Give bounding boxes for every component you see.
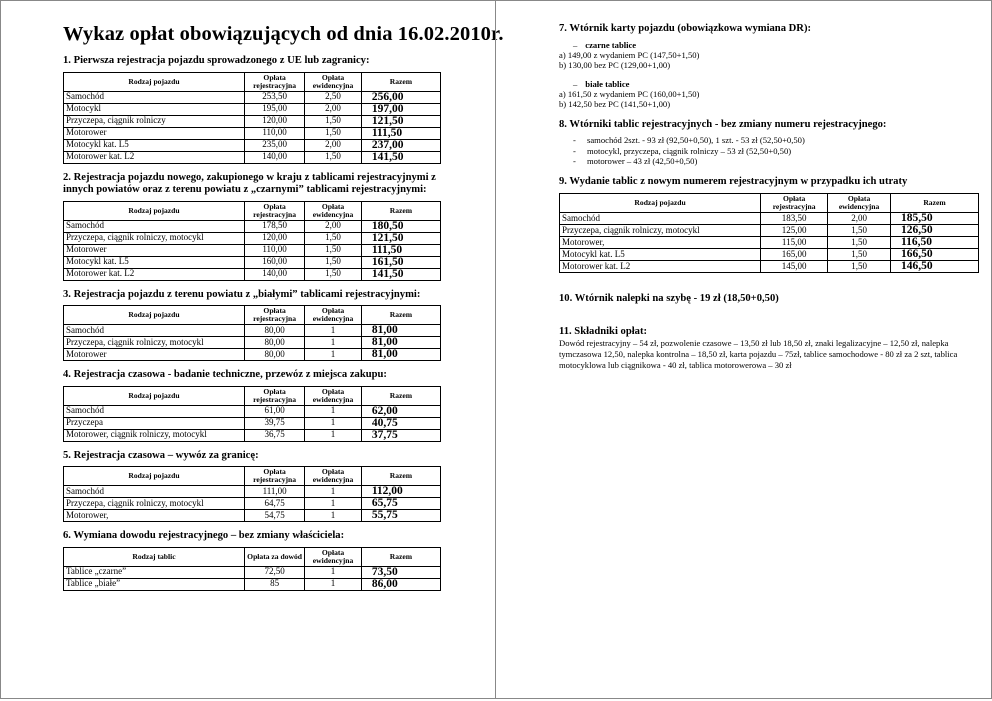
fee-cell: 1,50: [828, 261, 891, 273]
fee-table: [63, 466, 441, 522]
fee-table: [63, 386, 441, 442]
row-label: Samochód: [560, 213, 761, 225]
table-row: [560, 261, 979, 273]
list-item: - motorower – 43 zł (42,50+0,50): [573, 156, 698, 166]
column-header: Opłata ewidencyjna: [305, 306, 362, 325]
total-cell: 166,50: [890, 249, 978, 261]
fee-cell: 1: [305, 405, 362, 417]
fee-cell: 1,50: [828, 237, 891, 249]
table-row: [64, 115, 441, 127]
table-row: [64, 244, 441, 256]
table-row: [64, 498, 441, 510]
column-header: Razem: [361, 72, 440, 91]
table-header-row: [64, 386, 441, 405]
table-row: [64, 349, 441, 361]
row-label: Przyczepa, ciągnik rolniczy, motocykl: [560, 225, 761, 237]
total-cell: 256,00: [361, 91, 440, 103]
total-cell: 37,75: [361, 429, 440, 441]
column-header: Razem: [361, 201, 440, 220]
row-label: Przyczepa: [64, 417, 245, 429]
fee-table: [63, 547, 441, 591]
column-header: Rodzaj pojazdu: [64, 72, 245, 91]
fee-cell: 1: [305, 578, 362, 590]
column-header: Opłata ewidencyjna: [305, 386, 362, 405]
total-cell: 197,00: [361, 103, 440, 115]
fee-cell: 80,00: [244, 337, 304, 349]
total-cell: 111,50: [361, 244, 440, 256]
table-row: [64, 486, 441, 498]
total-cell: 55,75: [361, 510, 440, 522]
total-cell: 81,00: [361, 337, 440, 349]
row-label: Motorower: [64, 244, 245, 256]
fee-cell: 140,00: [244, 151, 304, 163]
fee-table: [63, 201, 441, 281]
row-label: Samochód: [64, 405, 245, 417]
section-1-heading: 1. Pierwsza rejestracja pojazdu sprowadzonego z UE lub zagranicy:: [63, 55, 370, 66]
section-2-heading: 2. Rejestracja pojazdu nowego, zakupionego w kraju z tablicami rejestracyjnymi z innych powiatów oraz z terenu powiatu z „czarnymi” tablicami rejestracyjnymi:: [63, 171, 436, 195]
section-8-heading: 8. Wtórniki tablic rejestracyjnych - bez zmiany numeru rejestracyjnego:: [559, 118, 887, 130]
fee-cell: 165,00: [761, 249, 828, 261]
total-cell: 141,50: [361, 268, 440, 280]
fee-cell: 36,75: [244, 429, 304, 441]
column-header: Opłata rejestracyjna: [244, 306, 304, 325]
table-row: [64, 417, 441, 429]
total-cell: 185,50: [890, 213, 978, 225]
table-header-row: [64, 72, 441, 91]
line-item: b) 130,00 bez PC (129,00+1,00): [559, 60, 671, 70]
table-row: [64, 578, 441, 590]
row-label: Motorower,: [64, 510, 245, 522]
column-header: Opłata rejestracyjna: [244, 386, 304, 405]
fee-cell: 160,00: [244, 256, 304, 268]
row-label: Motorower: [64, 349, 245, 361]
column-header: Razem: [361, 467, 440, 486]
section-10-heading: 10. Wtórnik nalepki na szybę - 19 zł (18,50+0,50): [559, 293, 779, 304]
row-label: Motorower kat. L2: [560, 261, 761, 273]
fee-cell: 1,50: [305, 256, 362, 268]
column-header: Opłata rejestracyjna: [244, 72, 304, 91]
total-cell: 161,50: [361, 256, 440, 268]
fee-cell: 1,50: [305, 268, 362, 280]
total-cell: 112,00: [361, 486, 440, 498]
row-label: Przyczepa, ciągnik rolniczy, motocykl: [64, 498, 245, 510]
column-header: Rodzaj pojazdu: [560, 194, 761, 213]
column-header: Rodzaj pojazdu: [64, 201, 245, 220]
fee-cell: 61,00: [244, 405, 304, 417]
column-header: Opłata rejestracyjna: [244, 201, 304, 220]
table-row: [64, 91, 441, 103]
fee-cell: 64,75: [244, 498, 304, 510]
fee-cell: 111,00: [244, 486, 304, 498]
row-label: Motocykl kat. L5: [64, 256, 245, 268]
right-page: [495, 0, 992, 699]
section-11-heading: 11. Składniki opłat:: [559, 325, 648, 337]
row-label: Samochód: [64, 486, 245, 498]
section-6-heading: 6. Wymiana dowodu rejestracyjnego – bez zmiany właściciela:: [63, 530, 345, 541]
fee-cell: 72,50: [244, 566, 304, 578]
total-cell: 121,50: [361, 232, 440, 244]
table-row: [64, 220, 441, 232]
fee-table: [559, 193, 979, 273]
fee-cell: 120,00: [244, 115, 304, 127]
row-label: Tablice „białe”: [64, 578, 245, 590]
fee-cell: 2,50: [305, 91, 362, 103]
fee-cell: 1,50: [828, 225, 891, 237]
black-plates-label: – czarne tablice: [573, 39, 637, 50]
table-row: [560, 213, 979, 225]
fee-cell: 1: [305, 417, 362, 429]
row-label: Motorower,: [560, 237, 761, 249]
fee-cell: 1,50: [305, 151, 362, 163]
column-header: Razem: [890, 194, 978, 213]
table-row: [64, 405, 441, 417]
line-item: a) 149,00 z wydaniem PC (147,50+1,50): [559, 49, 700, 60]
fee-cell: 115,00: [761, 237, 828, 249]
table-header-row: [64, 467, 441, 486]
column-header: Opłata ewidencyjna: [305, 467, 362, 486]
total-cell: 81,00: [361, 349, 440, 361]
fee-cell: 1,50: [305, 244, 362, 256]
fee-cell: 2,00: [305, 220, 362, 232]
column-header: Opłata ewidencyjna: [305, 547, 362, 566]
table-row: [64, 103, 441, 115]
row-label: Motocykl kat. L5: [560, 249, 761, 261]
fee-cell: 2,00: [305, 103, 362, 115]
line-item: b) 142,50 bez PC (141,50+1,00): [559, 99, 671, 109]
row-label: Motorower, ciągnik rolniczy, motocykl: [64, 429, 245, 441]
table-row: [64, 510, 441, 522]
fee-cell: 1,50: [305, 232, 362, 244]
column-header: Razem: [361, 547, 440, 566]
table-row: [64, 268, 441, 280]
total-cell: 65,75: [361, 498, 440, 510]
table-row: [64, 127, 441, 139]
table-header-row: [64, 201, 441, 220]
fee-cell: 1: [305, 566, 362, 578]
fee-cell: 39,75: [244, 417, 304, 429]
table-row: [64, 232, 441, 244]
table-header-row: [64, 306, 441, 325]
fee-table: [63, 72, 441, 164]
section-3-heading: 3. Rejestracja pojazdu z terenu powiatu z „białymi” tablicami rejestracyjnymi:: [63, 288, 421, 300]
total-cell: 146,50: [890, 261, 978, 273]
fee-cell: 183,50: [761, 213, 828, 225]
fee-cell: 1: [305, 337, 362, 349]
fee-cell: 195,00: [244, 103, 304, 115]
fee-cell: 54,75: [244, 510, 304, 522]
list-item: - samochód 2szt. - 93 zł (92,50+0,50), 1 szt. - 53 zł (52,50+0,50): [573, 135, 805, 145]
total-cell: 126,50: [890, 225, 978, 237]
table-row: [64, 325, 441, 337]
column-header: Opłata ewidencyjna: [305, 201, 362, 220]
total-cell: 40,75: [361, 417, 440, 429]
fee-components-text: Dowód rejestracyjny – 54 zł, pozwolenie czasowe – 13,50 zł lub 18,50 zł, znaki legalizacyjne – 12,50 zł, nalepka tymczasowa 12,50, nalepka kontrolna – 18,50 zł, karta pojazdu – 75zł, tablice samochodowe - 80 zł za 2 szt, tablica motocyklowa lub ciągnikowa - 40 zł, tablica motorowerowa – 30 zł: [559, 338, 958, 370]
total-cell: 86,00: [361, 578, 440, 590]
table-row: [560, 225, 979, 237]
total-cell: 81,00: [361, 325, 440, 337]
total-cell: 237,00: [361, 139, 440, 151]
row-label: Samochód: [64, 325, 245, 337]
fee-cell: 85: [244, 578, 304, 590]
row-label: Motocykl kat. L5: [64, 139, 245, 151]
column-header: Opłata rejestracyjna: [761, 194, 828, 213]
total-cell: 141,50: [361, 151, 440, 163]
table-row: [64, 337, 441, 349]
fee-cell: 140,00: [244, 268, 304, 280]
column-header: Rodzaj pojazdu: [64, 306, 245, 325]
fee-table: [63, 305, 441, 361]
column-header: Rodzaj tablic: [64, 547, 245, 566]
row-label: Motorower kat. L2: [64, 151, 245, 163]
total-cell: 180,50: [361, 220, 440, 232]
fee-cell: 110,00: [244, 127, 304, 139]
line-item: a) 161,50 z wydaniem PC (160,00+1,50): [559, 88, 700, 99]
row-label: Przyczepa, ciągnik rolniczy, motocykl: [64, 232, 245, 244]
document-title: Wykaz opłat obowiązujących od dnia 16.02.2010r.: [63, 23, 504, 45]
column-header: Razem: [361, 386, 440, 405]
fee-cell: 2,00: [305, 139, 362, 151]
fee-cell: 120,00: [244, 232, 304, 244]
table-row: [64, 151, 441, 163]
table-row: [64, 256, 441, 268]
column-header: Opłata ewidencyjna: [828, 194, 891, 213]
column-header: Opłata rejestracyjna: [244, 467, 304, 486]
column-header: Razem: [361, 306, 440, 325]
section-5-heading: 5. Rejestracja czasowa – wywóz za granicę:: [63, 449, 259, 461]
fee-cell: 178,50: [244, 220, 304, 232]
fee-cell: 253,50: [244, 91, 304, 103]
row-label: Motorower: [64, 127, 245, 139]
fee-cell: 1: [305, 486, 362, 498]
fee-cell: 80,00: [244, 349, 304, 361]
list-item: - motocykl, przyczepa, ciągnik rolniczy – 53 zł (52,50+0,50): [573, 145, 792, 156]
fee-cell: 1,50: [305, 127, 362, 139]
fee-cell: 110,00: [244, 244, 304, 256]
fee-cell: 80,00: [244, 325, 304, 337]
fee-cell: 125,00: [761, 225, 828, 237]
row-label: Przyczepa, ciągnik rolniczy: [64, 115, 245, 127]
table-row: [64, 139, 441, 151]
total-cell: 62,00: [361, 405, 440, 417]
fee-cell: 1: [305, 510, 362, 522]
total-cell: 116,50: [890, 237, 978, 249]
fee-cell: 1,50: [828, 249, 891, 261]
fee-cell: 1,50: [305, 115, 362, 127]
fee-cell: 1: [305, 429, 362, 441]
total-cell: 73,50: [361, 566, 440, 578]
total-cell: 111,50: [361, 127, 440, 139]
section-7-heading: 7. Wtórnik karty pojazdu (obowiązkowa wymiana DR):: [559, 23, 812, 34]
row-label: Motorower kat. L2: [64, 268, 245, 280]
column-header: Opłata za dowód: [244, 547, 304, 566]
column-header: Rodzaj pojazdu: [64, 386, 245, 405]
row-label: Motocykl: [64, 103, 245, 115]
fee-cell: 1: [305, 325, 362, 337]
table-row: [560, 237, 979, 249]
column-header: Rodzaj pojazdu: [64, 467, 245, 486]
row-label: Przyczepa, ciągnik rolniczy, motocykl: [64, 337, 245, 349]
table-row: [64, 566, 441, 578]
row-label: Samochód: [64, 91, 245, 103]
section-4-heading: 4. Rejestracja czasowa - badanie techniczne, przewóz z miejsca zakupu:: [63, 369, 387, 380]
table-header-row: [64, 547, 441, 566]
table-row: [560, 249, 979, 261]
column-header: Opłata ewidencyjna: [305, 72, 362, 91]
fee-cell: 145,00: [761, 261, 828, 273]
table-row: [64, 429, 441, 441]
row-label: Tablice „czarne”: [64, 566, 245, 578]
fee-cell: 2,00: [828, 213, 891, 225]
fee-cell: 235,00: [244, 139, 304, 151]
white-plates-label: – białe tablice: [573, 78, 630, 89]
fee-cell: 1: [305, 498, 362, 510]
total-cell: 121,50: [361, 115, 440, 127]
fee-cell: 1: [305, 349, 362, 361]
row-label: Samochód: [64, 220, 245, 232]
table-header-row: [560, 194, 979, 213]
section-9-heading: 9. Wydanie tablic z nowym numerem rejestracyjnym w przypadku ich utraty: [559, 175, 908, 187]
